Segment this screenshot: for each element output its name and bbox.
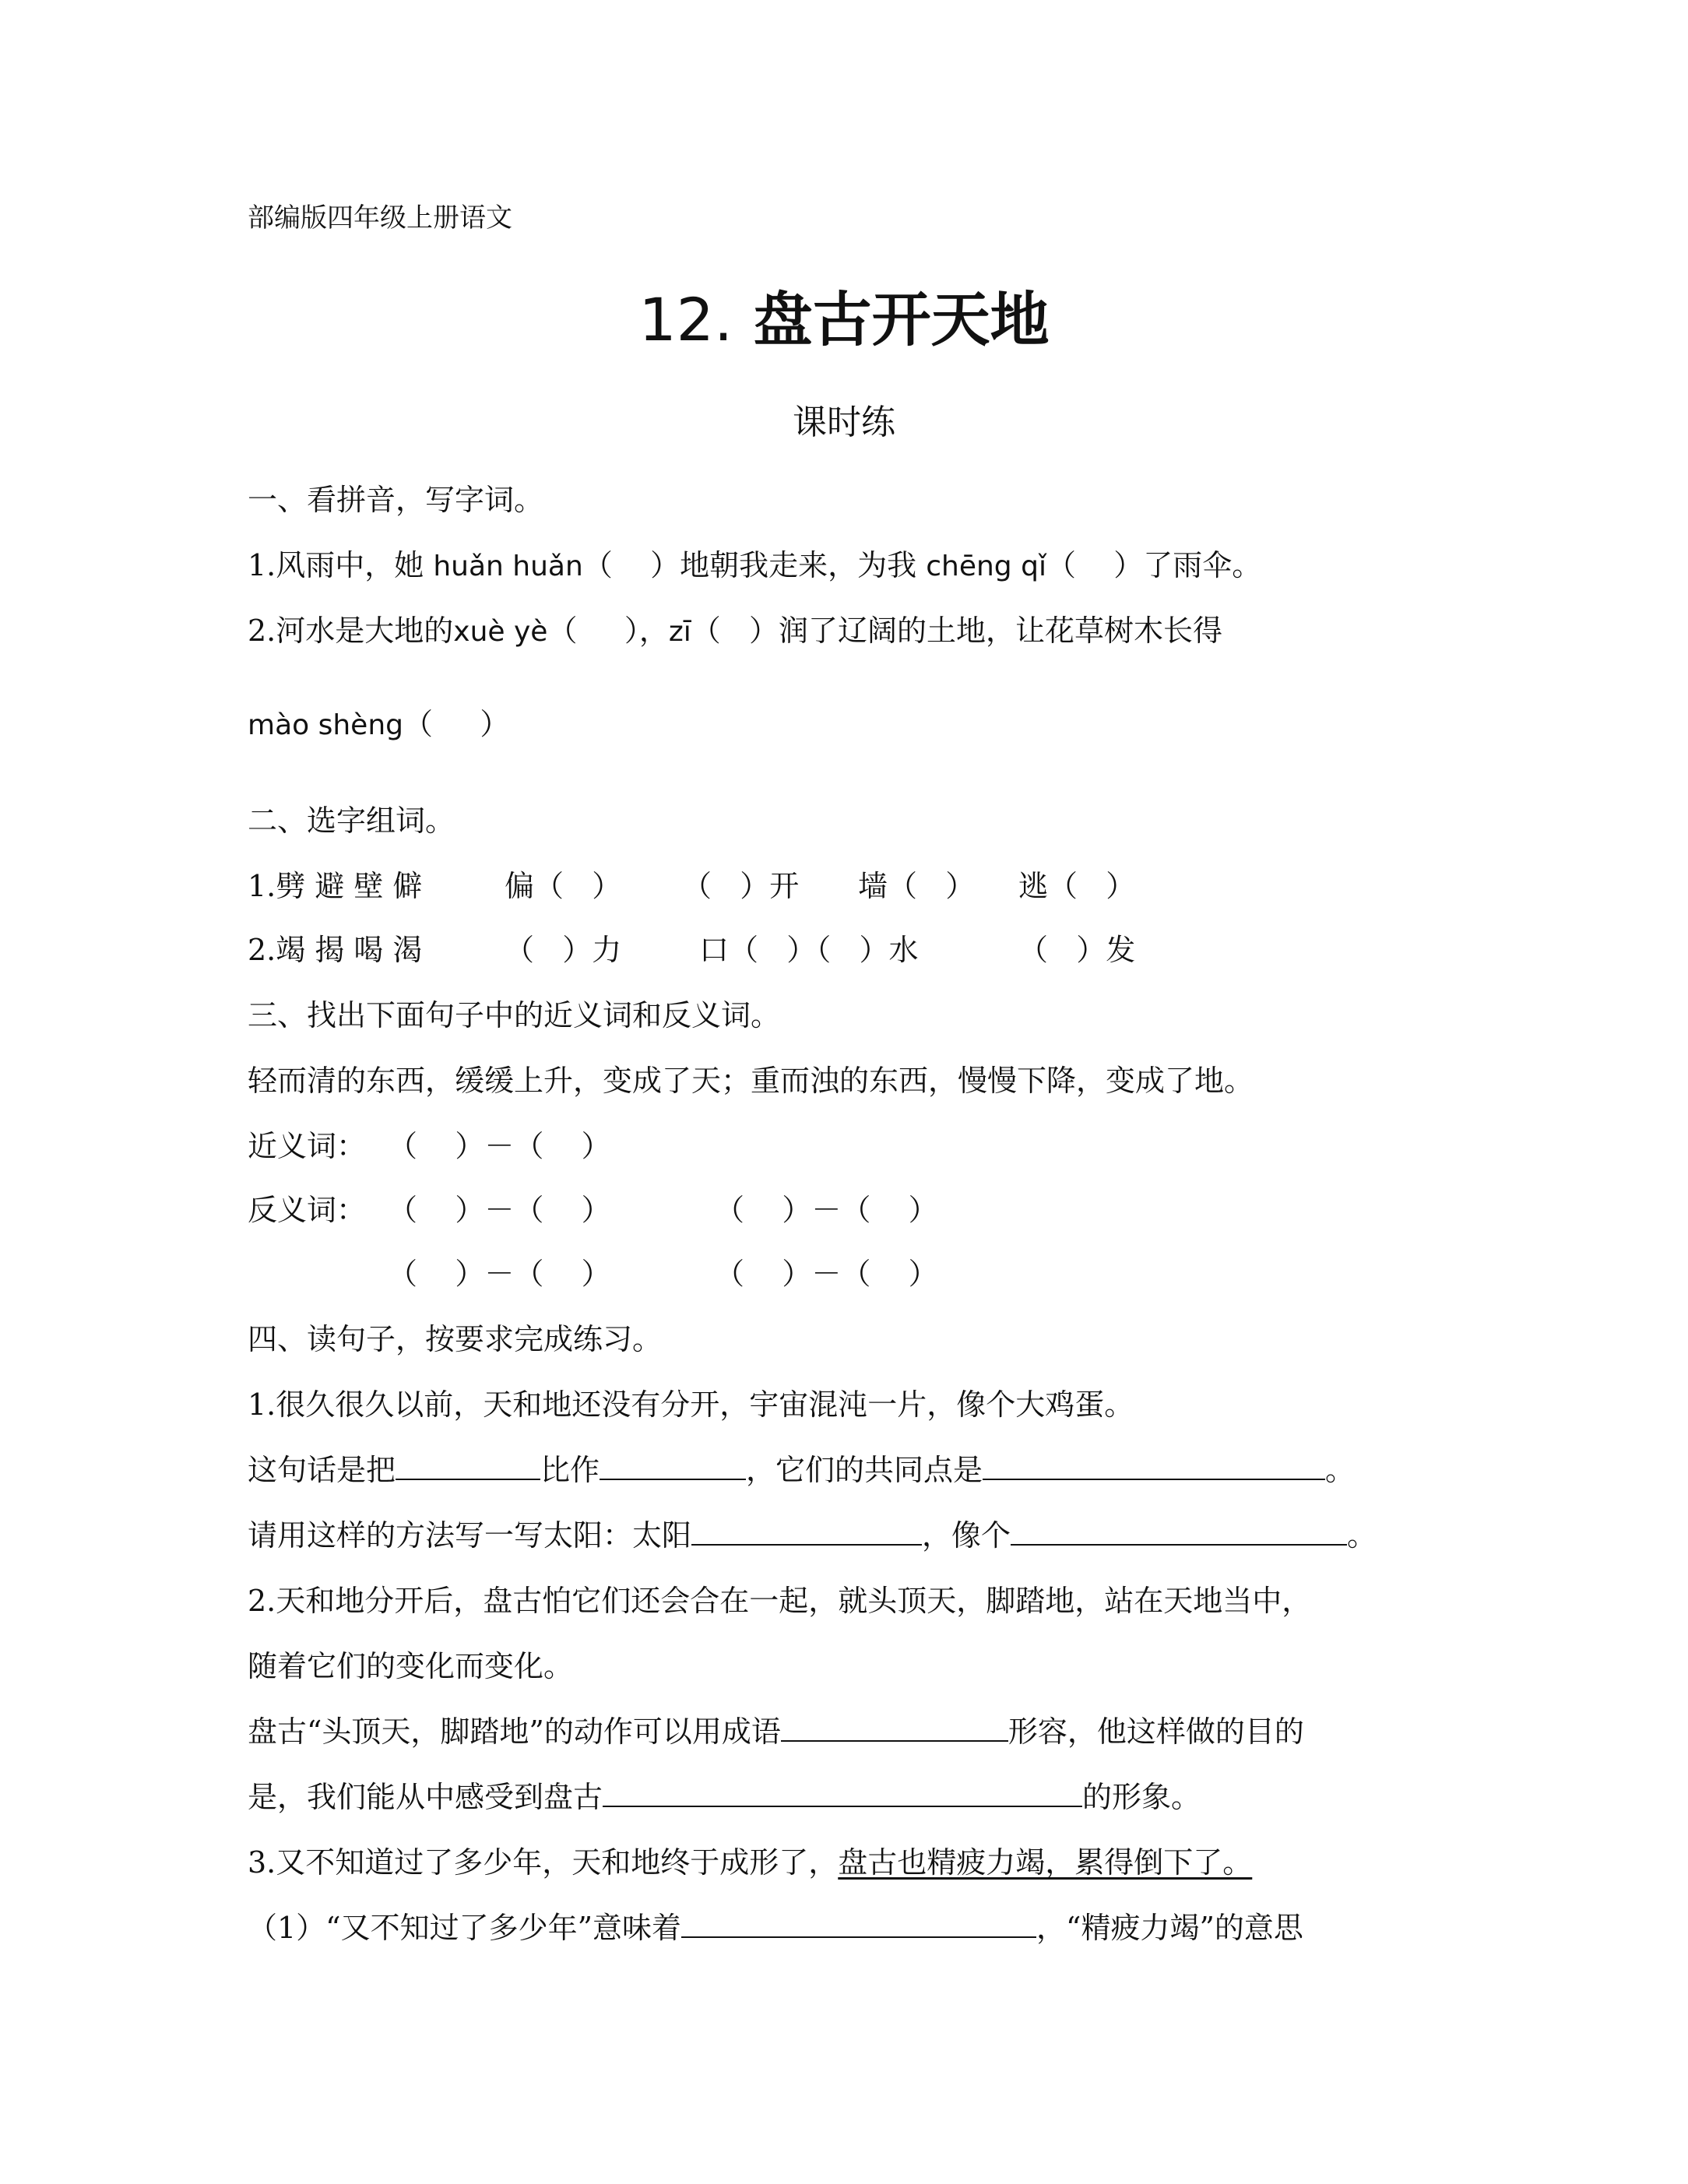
answer-blank[interactable] [781,1714,1008,1742]
section4-q2-line2: 是，我们能从中感受到盘古 的形象。 [248,1780,1201,1814]
section4-q1-line1: 这句话是把 比作 ，它们的共同点是 。 [248,1453,1356,1487]
section4-q2-text1: 2.天和地分开后，盘古怕它们还会合在一起，就头顶天，脚踏地，站在天地当中， [248,1584,1312,1618]
pinyin-huanhuan: huǎn huǎn [433,550,583,582]
section4-q2-text2: 随着它们的变化而变化。 [248,1649,574,1683]
section4-q3-sub1: （1）“又不知过了多少年”意味着 ，“精疲力竭”的意思 [248,1911,1303,1945]
section4-q1-text: 1.很久很久以前，天和地还没有分开，宇宙混沌一片，像个大鸡蛋。 [248,1387,1134,1422]
answer-blank[interactable] [681,1910,1036,1938]
synonym-row: 近义词： （ ）－（ ） [248,1129,611,1163]
section4-q3-text: 3.又不知道过了多少年，天和地终于成形了，盘古也精疲力竭，累得倒下了。 [248,1845,1253,1880]
section1-q1: 1.风雨中，她 huǎn huǎn（ ）地朝我走来，为我 chēng qǐ（ ）了雨伞。 [248,548,1262,582]
lesson-title [0,273,1688,357]
lesson-number: 12. [638,285,733,354]
section1-q2-cont: mào shèng（ ） [248,707,510,741]
pinyin-xueye: xuè yè [453,616,548,648]
section2-heading: 二、选字组词。 [248,804,455,838]
antonym-row-1: 反义词： （ ）－（ ） （ ）－（ ） [248,1193,938,1227]
answer-blank[interactable] [691,1518,922,1546]
section2-row2: 2.竭 揭 喝 渴 （ ）力 口（ ）（ ）水 （ ）发 [248,933,1136,967]
section3-sentence: 轻而清的东西，缓缓上升，变成了天；重而浊的东西，慢慢下降，变成了地。 [248,1064,1254,1098]
answer-blank[interactable] [1011,1518,1347,1546]
worksheet-subtitle: 课时练 [793,403,895,442]
antonym-row-2: （ ）－（ ） （ ）－（ ） [388,1257,938,1291]
section4-q1-line2: 请用这样的方法写一写太阳：太阳 ，像个 。 [248,1518,1377,1553]
section1-q2: 2.河水是大地的xuè yè（ ），zī（ ）润了辽阔的土地，让花草树木长得 [248,614,1222,648]
section2-row1: 1.劈 避 壁 僻 偏（ ） （ ）开 墙（ ） 逃（ ） [248,869,1136,903]
lesson-name: 盘古开天地 [753,285,1050,354]
section3-heading: 三、找出下面句子中的近义词和反义词。 [248,998,781,1032]
textbook-header: 部编版四年级上册语文 [248,202,512,234]
section1-heading: 一、看拼音，写字词。 [248,483,544,517]
underlined-sentence: 盘古也精疲力竭，累得倒下了。 [838,1845,1253,1880]
answer-blank[interactable] [600,1452,746,1480]
pinyin-chengqi: chēng qǐ [926,550,1046,582]
answer-blank[interactable] [603,1779,1082,1807]
pinyin-maosheng: mào shèng [248,709,403,741]
answer-blank[interactable] [396,1452,540,1480]
section4-heading: 四、读句子，按要求完成练习。 [248,1322,663,1356]
pinyin-zi: zī [668,616,691,648]
answer-blank[interactable] [983,1452,1325,1480]
section4-q2-line1: 盘古“头顶天，脚踏地”的动作可以用成语 形容，他这样做的目的 [248,1714,1304,1749]
